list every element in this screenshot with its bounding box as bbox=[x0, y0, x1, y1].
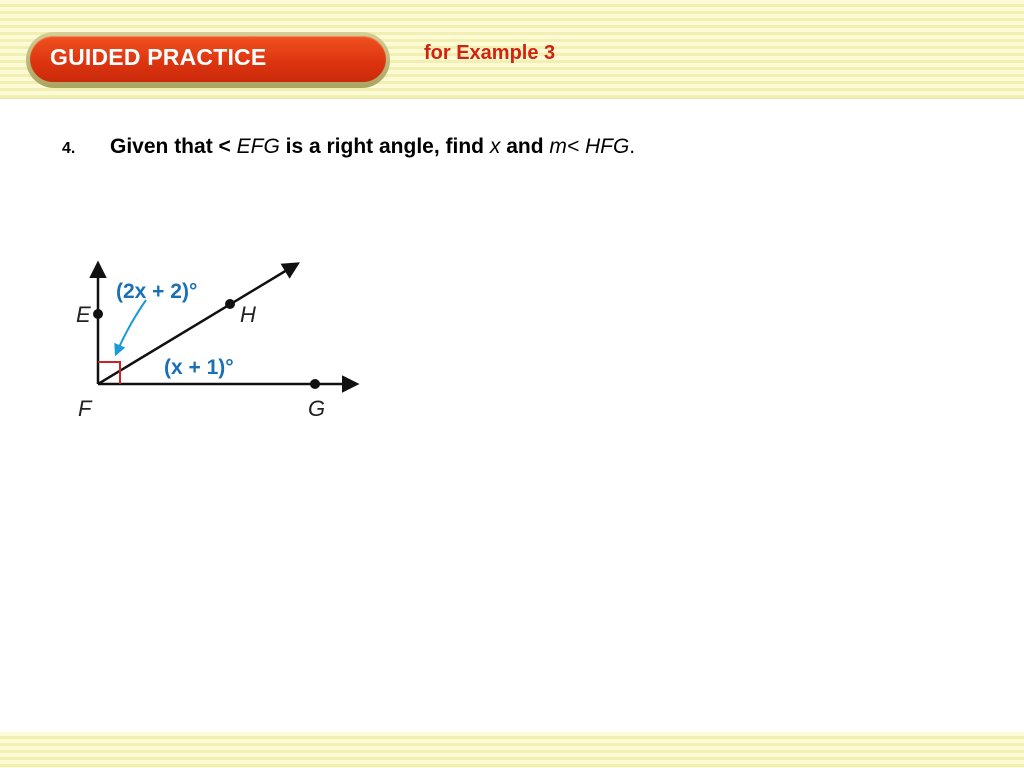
problem-text-and: and bbox=[506, 135, 544, 158]
angle-hfg-label: (x + 1)° bbox=[164, 356, 234, 379]
problem-text-right-angle: is a right angle, find bbox=[285, 135, 484, 158]
problem-angle-efg: EFG bbox=[236, 135, 280, 158]
slide-title: GUIDED PRACTICE bbox=[50, 44, 267, 70]
point-h-dot bbox=[225, 299, 235, 309]
angle-efh-label: (2x + 2)° bbox=[116, 280, 198, 303]
pointer-arrow bbox=[116, 300, 146, 354]
footer-band bbox=[0, 732, 1024, 768]
problem-period: . bbox=[629, 135, 636, 158]
problem-text-given: Given that < bbox=[110, 135, 231, 158]
problem-angle-hfg: m< HFG bbox=[549, 135, 630, 158]
slide-subtitle: for Example 3 bbox=[424, 42, 556, 64]
label-f: F bbox=[78, 396, 92, 421]
label-g: G bbox=[308, 396, 326, 421]
problem-variable-x: x bbox=[489, 135, 501, 158]
problem-text bbox=[110, 132, 635, 162]
problem-number: 4. bbox=[62, 140, 76, 157]
label-e: E bbox=[76, 302, 91, 327]
angle-diagram bbox=[60, 250, 380, 430]
label-h: H bbox=[240, 302, 256, 327]
point-e-dot bbox=[93, 309, 103, 319]
point-g-dot bbox=[310, 379, 320, 389]
